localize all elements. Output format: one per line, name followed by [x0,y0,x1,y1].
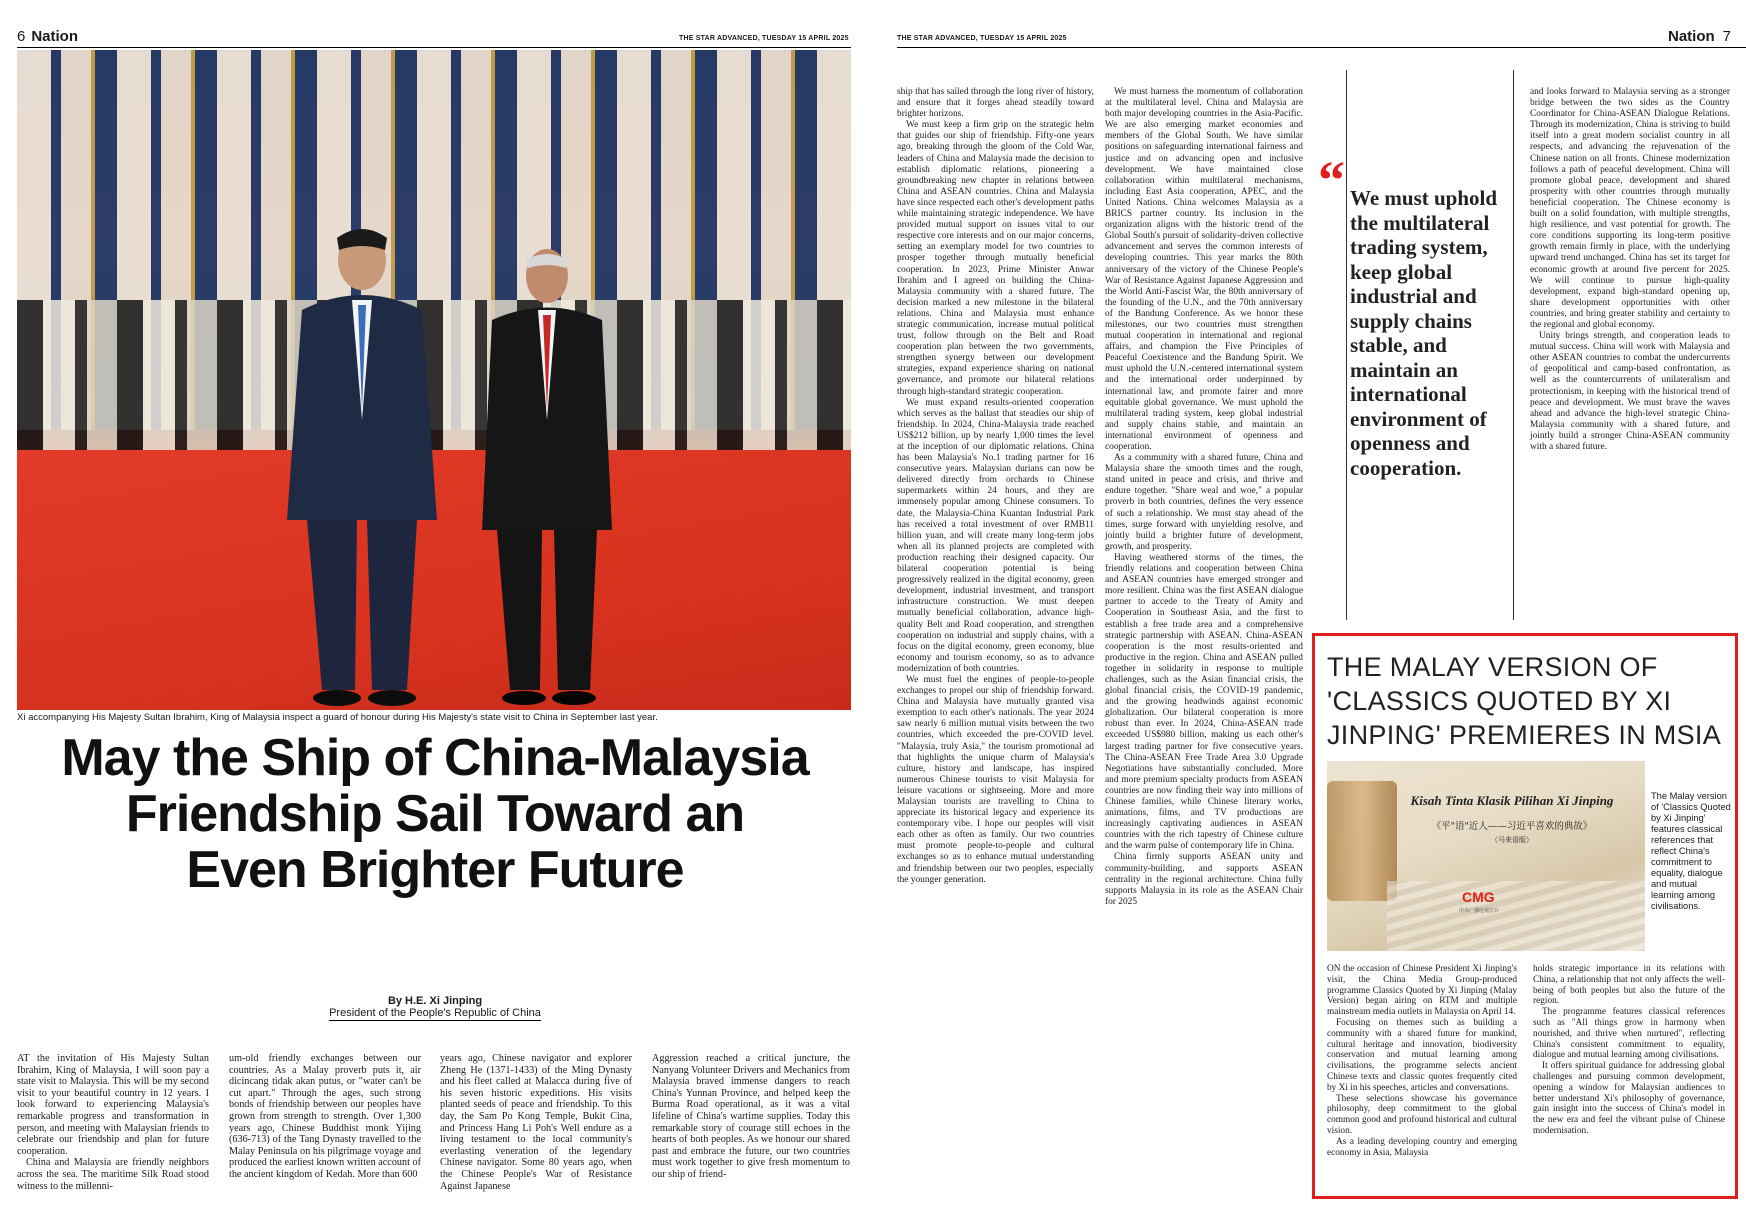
paragraph: AT the invitation of His Majesty Sultan Ibrahim, King of Malaysia, I will soon pay a state visit to Malaysia. This will be my second visit to your beautiful country in 12 years. I look forward to experiencing Malaysia's remarkable progress and transformation in person, and meeting with Malaysian friends to celebrate our friendship and plan for future cooperation. [17,1053,209,1157]
paragraph: um-old friendly exchanges between our countries. As a Malay proverb puts it, air dicincang tidak akan putus, or "water can't be cut apart." Through the ages, such strong bonds of friendship between our peoples have grown from strength to strength. Over 1,300 years ago, Chinese Buddhist monk Yijing (636-713) of the Tang Dynasty travelled to the Malay Peninsula on his pilgrimage voyage and produced the earliest known written account of the ancient kingdom of Kedah. More than 600 [229,1053,421,1180]
byline-title: President of the People's Republic of China [329,1007,541,1019]
section-label: Nation [1668,28,1715,45]
header-rule [17,47,851,48]
paragraph: ship that has sailed through the long river of history, and ensure that it forges ahead steadily toward brighter horizons. [897,87,1094,120]
paragraph: These selections showcase his governance philosophy, deep commitment to the global common good and profound historical and cultural vision. [1327,1093,1517,1136]
page-folio [1668,28,1737,45]
paragraph: years ago, Chinese navigator and explorer Zheng He (1371-1433) of the Ming Dynasty and his fleet called at Malacca during five of his seven historic expeditions. His visits planted seeds of peace and friendship. To this day, the Sam Po Kong Temple, Bukit Cina, and Princess Hang Li Poh's Well endure as a living testament to the local community's everlasting veneration of the legendary Chinese navigator. Some 80 years ago, when the Chinese People's War of Resistance Against Japanese [440,1053,632,1192]
page-number: 7 [1722,28,1732,45]
paragraph: Having weathered storms of the times, the friendly relations and cooperation between China and ASEAN countries have emerged stronger and more resilient. China was the first ASEAN dialogue partner to accede to the Treaty of Amity and Cooperation in Southeast Asia, and the first to establish a free trade area and a comprehensive strategic partnership with ASEAN. China-ASEAN cooperation is the most results-oriented and productive in the region. China and ASEAN pulled together in solidarity in response to multiple challenges, such as the Asian financial crisis, the global financial crisis, the COVID-19 pandemic, and the growing headwinds against economic globalization. Our bilateral cooperation is more robust than ever. In 2024, China-ASEAN trade exceeded US$980 billion, making us each other's largest trading partner for five consecutive years. The China-ASEAN Free Trade Area 3.0 Upgrade Negotiations have substantially concluded. More and more premium specialty products from ASEAN countries are now finding their way into millions of Chinese families, while Chinese literary works, animations, films, and TV productions are increasingly captivating audiences in ASEAN countries with the rich tapestry of Chinese culture and the warm pulse of contemporary life in China. [1105,552,1303,852]
left-page [0,0,860,1231]
book-cover-image [1327,761,1645,951]
pull-quote-rule-right [1513,70,1514,620]
header-rule [897,47,1746,48]
pull-quote-rule-left [1346,70,1347,620]
paragraph: China and Malaysia are friendly neighbors across the sea. The maritime Silk Road stood witness to the millenni- [17,1157,209,1192]
book-subtitle: 《平"语"近人——习近平喜欢的典故》 [1431,821,1593,832]
paragraph: As a leading developing country and emerging economy in Asia, Malaysia [1327,1136,1517,1158]
paragraph: As a community with a shared future, China and Malaysia share the smooth times and the rough, stand united in peace and crisis, and thrive and endure together. "Share weal and woe," a popular proverb in both countries, defines the very essence of such a relationship. We must stay ahead of the times, surge forward with unyielding resolve, and jointly build a brighter future of development, growth, and prosperity. [1105,453,1303,552]
page-number: 6 [17,28,26,45]
paragraph: We must expand results-oriented cooperation which serves as the ballast that steadies our ship of friendship. In 2024, China-Malaysia trade reached US$212 billion, up by nearly 1,000 times the level at the inception of our diplomatic relations. China has been Malaysia's No.1 trading partner for 16 consecutive years. Malaysian durians can now be delivered directly from orchards to Chinese supermarkets within 24 hours, and they are immensely popular among Chinese consumers. To date, the Malaysia-China Kuantan Industrial Park has received a total investment of over RMB11 billion yuan, and will create many long-term jobs when all its planned projects are completed with production reaching their designed capacity. Our bilateral cooperation potential is being progressively realized in the digital economy, green development, industrial investment, and transport infrastructure construction. We must deepen mutually beneficial collaboration, advance high-quality Belt and Road cooperation, and strengthen cooperation on industrial and supply chains, with a focus on the digital economy, green economy, blue economy and tourism economy, so as to advance modernization of both countries. [897,397,1094,674]
cmg-logo-subtitle: 中央广播电视总台 [1459,908,1500,914]
pull-quote: We must uphold the multilateral trading system, keep global industrial and supply chains stable, and maintain an international environment of openness and cooperation. [1350,186,1498,480]
cmg-logo: CMG [1462,889,1495,905]
quote-mark-icon: “ [1318,150,1345,210]
sidebar-image-caption: The Malay version of 'Classics Quoted by Xi Jinping' features classical references that reflect China's commitment to equality, dialogue and mutual learning among civilisations. [1651,791,1731,911]
page-folio [17,28,78,45]
left-column-3 [440,1053,632,1192]
paragraph: It offers spiritual guidance for addressing global challenges and pursuing common development, opening a window for Malaysian audiences to better understand Xi's philosophy of governance, gain insight into the success of China's model in the new era and feel the vibrant pulse of Chinese modernisation. [1533,1061,1725,1136]
person-xi [267,220,457,710]
book-title: Kisah Tinta Klasik Pilihan Xi Jinping [1410,793,1614,808]
right-column-3 [1530,87,1730,453]
paper-date-line: THE STAR ADVANCED, TUESDAY 15 APRIL 2025 [679,35,849,42]
article-headline: May the Ship of China-Malaysia Friendship Sail Toward an Even Brighter Future [61,729,809,899]
left-column-1 [17,1053,209,1192]
sidebar-box [1312,633,1738,1199]
paper-date-line: THE STAR ADVANCED, TUESDAY 15 APRIL 2025 [897,35,1067,42]
paragraph: We must fuel the engines of people-to-people exchanges to propel our ship of friendship forward. China and Malaysia have mutually granted visa exemption to each other's nationals. The year 2024 saw nearly 6 million mutual visits between the two countries, which exceeded the pre-COVID level. "Malaysia, truly Asia," the tourism promotional ad that highlights the unique charm of Malaysia's culture, history and landscape, has inspired numerous Chinese tourists to visit Malaysia for leisure vacations or sightseeing. More and more Malaysian tourists are travelling to China to appreciate its historical legacy and experience its contemporary vibe. I hope our peoples will visit each other as often as family. Our two countries must promote people-to-people and cultural exchanges so as to enhance mutual understanding and friendship between our two peoples, especially the younger generation. [897,674,1094,885]
paragraph: Aggression reached a critical juncture, the Nanyang Volunteer Drivers and Mechanics from Malaysia braved immense dangers to reach China's Yunnan Province, and helped keep the Burma Road operational, as it was a vital lifeline of China's wartime supplies. Today this remarkable story of courage still echoes in the hearts of both peoples. As we honour our shared past and embrace the future, our two countries must work together to give fresh momentum to our ship of friend- [652,1053,850,1180]
sidebar-title: THE MALAY VERSION OF 'CLASSICS QUOTED BY XI JINPING' PREMIERES IN MSIA [1327,652,1722,750]
paragraph: We must keep a firm grip on the strategic helm that guides our ship of friendship. Fifty-one years ago, breaking through the gloom of the Cold War, leaders of China and Malaysia made the decision to establish diplomatic relations, pioneering a groundbreaking new chapter in relations between China and ASEAN countries. China and Malaysia have since respected each other's development paths while maintaining strategic independence. We have provided mutual support on issues vital to our respective core interests and on our major concerns, setting an exemplary model for two countries to prosper together through mutually beneficial cooperation. In 2023, Prime Minister Anwar Ibrahim and I agreed on building the China-Malaysia community with a shared future. The decision marked a new milestone in the bilateral relations. China and Malaysia must enhance strategic communication, increase mutual political trust, follow through on the Belt and Road cooperation plan between the two governments, strengthen synergy between our development strategies, expand experience sharing on national governance, and promote our bilateral relations through high-standard strategic cooperation. [897,120,1094,397]
paragraph: The programme features classical references such as "All things grow in harmony when nourished, and thrive when nurtured", reflecting China's consistent commitment to equality, dialogue and mutual learning among civilisations. [1533,1007,1725,1061]
sidebar-column-2 [1533,964,1725,1137]
right-column-2 [1105,87,1303,908]
paragraph: Unity brings strength, and cooperation leads to mutual success. China will work with Malaysia and other ASEAN countries to combat the undercurrents of geopolitical and camp-based confrontation, as well as the countercurrents of unilateralism and protectionism, in keeping with the historical trend of peace and development. We must brave the waves ahead and advance the high-level strategic China-Malaysia community with a shared future, and jointly build a stronger China-ASEAN community with a shared future. [1530,331,1730,452]
byline-name: By H.E. Xi Jinping [387,995,483,1007]
paragraph: holds strategic importance in its relations with China, a relationship that not only affects the well-being of both peoples but also the future of the region. [1533,964,1725,1007]
paragraph: We must harness the momentum of collaboration at the multilateral level. China and Malaysia are both major developing countries in the Asia-Pacific. We are also emerging market economies and members of the Global South. We have similar positions on safeguarding international fairness and justice and on advancing open and inclusive development. We have maintained close collaboration within multilateral mechanisms, including East Asia cooperation, APEC, and the United Nations. China welcomes Malaysia as a BRICS partner country. Its inclusion in the organization aligns with the historic trend of the Global South's pursuit of solidarity-driven collective advancement and serves the common interests of developing countries. This year marks the 80th anniversary of the victory of the Chinese People's War of Resistance Against Japanese Aggression and the World Anti-Fascist War, the 80th anniversary of the founding of the U.N., and the 70th anniversary of the Bandung Conference. As we honor these milestones, our two countries must strengthen mutual cooperation in international and regional affairs, and champion the Five Principles of Peaceful Coexistence and the Bandung Spirit. We must uphold the U.N.-centered international system and the international order underpinned by international law, and promote fairer and more equitable global governance. We must uphold the multilateral trading system, keep global industrial and supply chains stable, and maintain an international environment of openness and cooperation. [1105,87,1303,452]
paragraph: ON the occasion of Chinese President Xi Jinping's visit, the China Media Group-produced programme Classics Quoted by Xi Jinping (Malay Version) began airing on RTM and multiple mainstream media outlets in Malaysia on April 14. [1327,964,1517,1018]
book-edition: （马来语版） [1491,836,1533,844]
photo-caption: Xi accompanying His Majesty Sultan Ibrahim, King of Malaysia inspect a guard of honour during His Majesty's state visit to China in September last year. [17,712,658,723]
sidebar-column-1 [1327,964,1517,1158]
right-column-1 [897,87,1094,886]
right-page [880,0,1746,1231]
left-column-4 [652,1053,850,1181]
person-sultan [462,240,632,710]
byline [200,995,670,1021]
paragraph: and looks forward to Malaysia serving as a stronger bridge between the two sides as the Country Coordinator for China-ASEAN Dialogue Relations. Through its modernization, China is striving to build itself into a great modern socialist country in all respects, and advancing the rejuvenation of the Chinese nation on all fronts. Chinese modernization follows a path of peaceful development. China will promote global peace, development and shared prosperity with other countries through mutually beneficial cooperation. The Chinese economy is built on a solid foundation, with multiple strengths, high resilience, and vast potential for growth. The core conditions supporting its long-term positive growth remain firmly in place, with the underlying upward trend unchanged. China has set its target for economic growth at around five percent for 2025. We will continue to pursue high-quality development, expand high-standard opening up, share development opportunities with other countries, and bring greater stability and certainty to the regional and global economy. [1530,87,1730,330]
left-column-2 [229,1053,421,1181]
section-label: Nation [31,28,79,45]
paragraph: China firmly supports ASEAN unity and community-building, and supports ASEAN centrality in the regional architecture. China fully supports Malaysia in its role as the ASEAN Chair for 2025 [1105,852,1303,907]
paragraph: Focusing on themes such as building a community with a shared future for mankind, cultural heritage and innovation, biodiversity conservation and mutual learning among civilisations, the programme selects ancient Chinese texts and classic quotes frequently cited by Xi in his speeches, articles and conversations. [1327,1017,1517,1093]
lead-photo [17,50,851,710]
